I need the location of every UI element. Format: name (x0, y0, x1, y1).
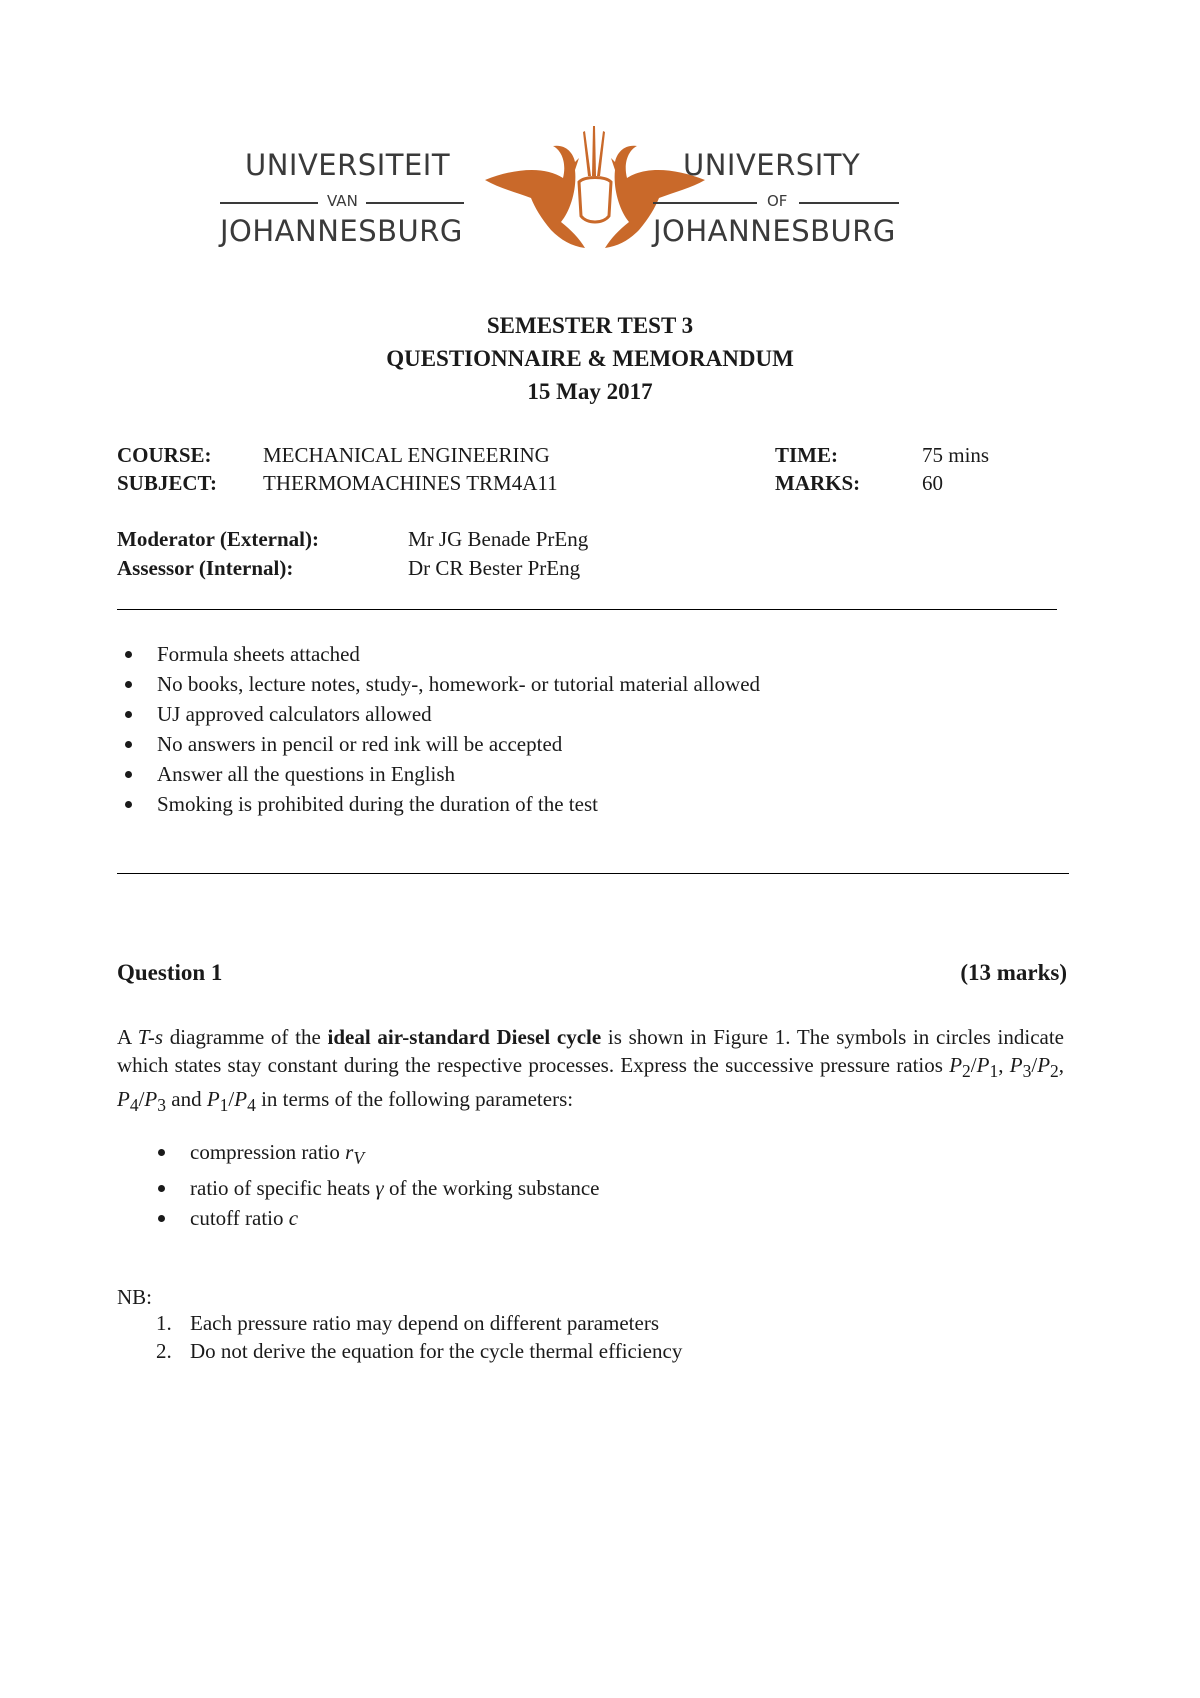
instruction-item: No answers in pencil or red ink will be accepted (157, 729, 760, 759)
test-date: 15 May 2017 (527, 379, 653, 404)
marks-value: 60 (922, 471, 943, 495)
instruction-item: Smoking is prohibited during the duration of the test (157, 789, 760, 819)
ts-symbol: T-s (137, 1025, 164, 1049)
logo-left-line1: UNIVERSITEIT (245, 148, 451, 182)
assessor-label: Assessor (Internal): (117, 556, 294, 580)
logo-rule (799, 202, 899, 204)
bullet-icon (125, 771, 132, 778)
test-title: SEMESTER TEST 3 (486, 313, 694, 338)
logo-right-line2: OF (767, 192, 788, 210)
instruction-item: Answer all the questions in English (157, 759, 760, 789)
course-value: MECHANICAL ENGINEERING (263, 443, 550, 467)
instructions-list (157, 639, 760, 819)
time-label: TIME: (775, 443, 838, 467)
divider (117, 873, 1069, 874)
nb-list (156, 1309, 683, 1365)
assessor-value: Dr CR Bester PrEng (408, 556, 581, 580)
logo-right-line1: UNIVERSITY (683, 148, 861, 182)
logo-rule (653, 202, 757, 204)
diesel-cycle-term: ideal air-standard Diesel cycle (327, 1025, 602, 1049)
bullet-icon (125, 711, 132, 718)
document-type-title: QUESTIONNAIRE & MEMORANDUM (386, 346, 794, 371)
parameter-item: ratio of specific heats γ of the working substance (190, 1173, 600, 1203)
logo-right-line3: JOHANNESBURG (653, 214, 896, 248)
bullet-icon (125, 681, 132, 688)
bullet-icon (125, 801, 132, 808)
question-paragraph: A T-s diagramme of the ideal air-standard Diesel cycle is shown in Figure 1. The symbols in circles indicate which states stay constant during the respective processes. Express the successive pressure ratios $P_2/P_1$, $P_3/P_2$, $P_4/P_3$ and $P_1/P_4$ in terms of the following parameters: (117, 1025, 1065, 1116)
nb-item: 1. Each pressure ratio may depend on different parameters (156, 1311, 659, 1335)
bullet-icon (158, 1149, 165, 1156)
bullet-icon (158, 1215, 165, 1222)
time-value: 75 mins (922, 443, 990, 467)
parameters-list (190, 1137, 600, 1233)
subject-label: SUBJECT: (117, 471, 217, 495)
bullet-icon (125, 651, 132, 658)
parameter-item: cutoff ratio c (190, 1203, 600, 1233)
nb-item: 2. Do not derive the equation for the cycle thermal efficiency (156, 1339, 683, 1363)
nb-label: NB: (117, 1285, 153, 1309)
marks-label: MARKS: (775, 471, 861, 495)
logo-left-line2: VAN (327, 192, 358, 210)
moderator-label: Moderator (External): (117, 527, 319, 551)
parameter-item: compression ratio $r_V$ (190, 1137, 600, 1173)
divider (117, 609, 1057, 610)
bullet-icon (125, 741, 132, 748)
instruction-item: No books, lecture notes, study-, homework- or tutorial material allowed (157, 669, 760, 699)
course-label: COURSE: (117, 443, 212, 467)
bullet-icon (158, 1185, 165, 1192)
logo-left-line3: JOHANNESBURG (220, 214, 463, 248)
subject-value: THERMOMACHINES TRM4A11 (263, 471, 558, 495)
moderator-value: Mr JG Benade PrEng (408, 527, 589, 551)
instruction-item: UJ approved calculators allowed (157, 699, 760, 729)
question-title: Question 1 (117, 960, 223, 985)
instruction-item: Formula sheets attached (157, 639, 760, 669)
logo-rule (366, 202, 464, 204)
question-marks: (13 marks) (960, 960, 1067, 985)
logo-rule (220, 202, 318, 204)
university-logo (205, 118, 1005, 278)
